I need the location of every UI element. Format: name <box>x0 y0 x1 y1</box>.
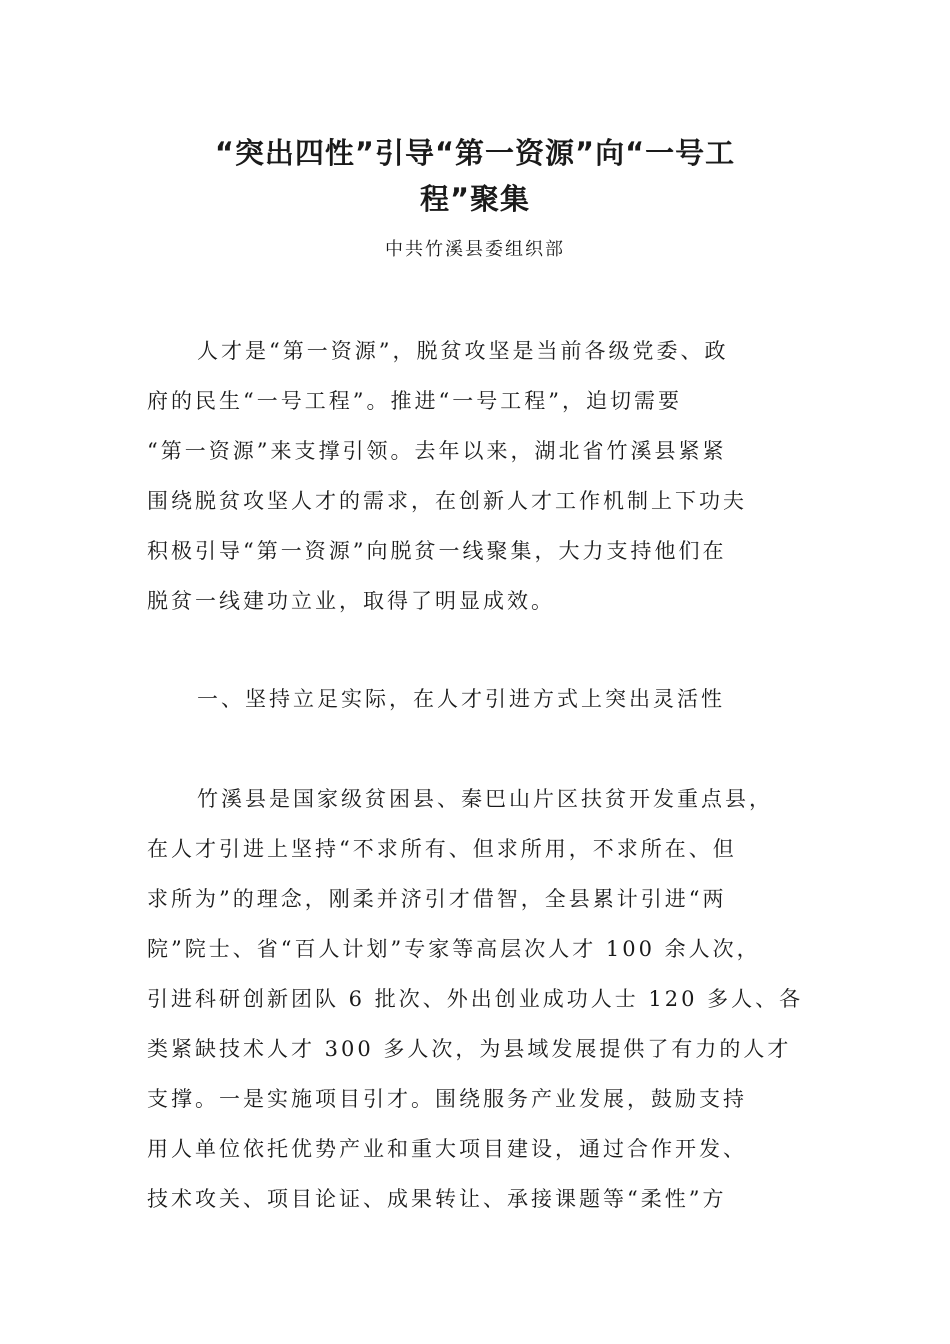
paragraph-line: 院”院士、省“百人计划”专家等高层次人才 100 余人次， <box>147 937 761 961</box>
title-line-2: 程”聚集 <box>419 182 531 216</box>
paragraph-line: 技术攻关、项目论证、成果转让、承接课题等“柔性”方 <box>147 1187 727 1211</box>
paragraph-line: “第一资源”来支撑引领。去年以来，湖北省竹溪县紧紧 <box>147 439 727 463</box>
paragraph-line: 引进科研创新团队 6 批次、外出创业成功人士 120 多人、各 <box>147 987 804 1011</box>
title-line-1: “突出四性”引导“第一资源”向“一号工 <box>214 136 736 170</box>
paragraph-line: 用人单位依托优势产业和重大项目建设，通过合作开发、 <box>147 1137 747 1161</box>
paragraph-line: 脱贫一线建功立业，取得了明显成效。 <box>147 589 555 613</box>
section-heading-text: 一、坚持立足实际，在人才引进方式上突出灵活性 <box>197 687 725 711</box>
paragraph-intro <box>147 326 807 626</box>
paragraph-line: 围绕脱贫攻坚人才的需求，在创新人才工作机制上下功夫 <box>147 489 747 513</box>
paragraph-line: 府的民生“一号工程”。推进“一号工程”，迫切需要 <box>147 389 682 413</box>
section-heading-1 <box>147 674 807 724</box>
paragraph-line: 在人才引进上坚持“不求所有、但求所用，不求所在、但 <box>147 837 737 861</box>
author-line: 中共竹溪县委组织部 <box>385 239 565 260</box>
paragraph-section-1 <box>147 774 807 1224</box>
paragraph-line: 人才是“第一资源”，脱贫攻坚是当前各级党委、政 <box>197 339 729 363</box>
paragraph-line: 竹溪县是国家级贫困县、秦巴山片区扶贫开发重点县， <box>197 787 773 811</box>
paragraph-line: 求所为”的理念，刚柔并济引才借智，全县累计引进“两 <box>147 887 727 911</box>
paragraph-line: 积极引导“第一资源”向脱贫一线聚集，大力支持他们在 <box>147 539 727 563</box>
paragraph-line: 支撑。一是实施项目引才。围绕服务产业发展，鼓励支持 <box>147 1087 747 1111</box>
document-title <box>140 130 810 222</box>
paragraph-line: 类紧缺技术人才 300 多人次，为县域发展提供了有力的人才 <box>147 1037 792 1061</box>
